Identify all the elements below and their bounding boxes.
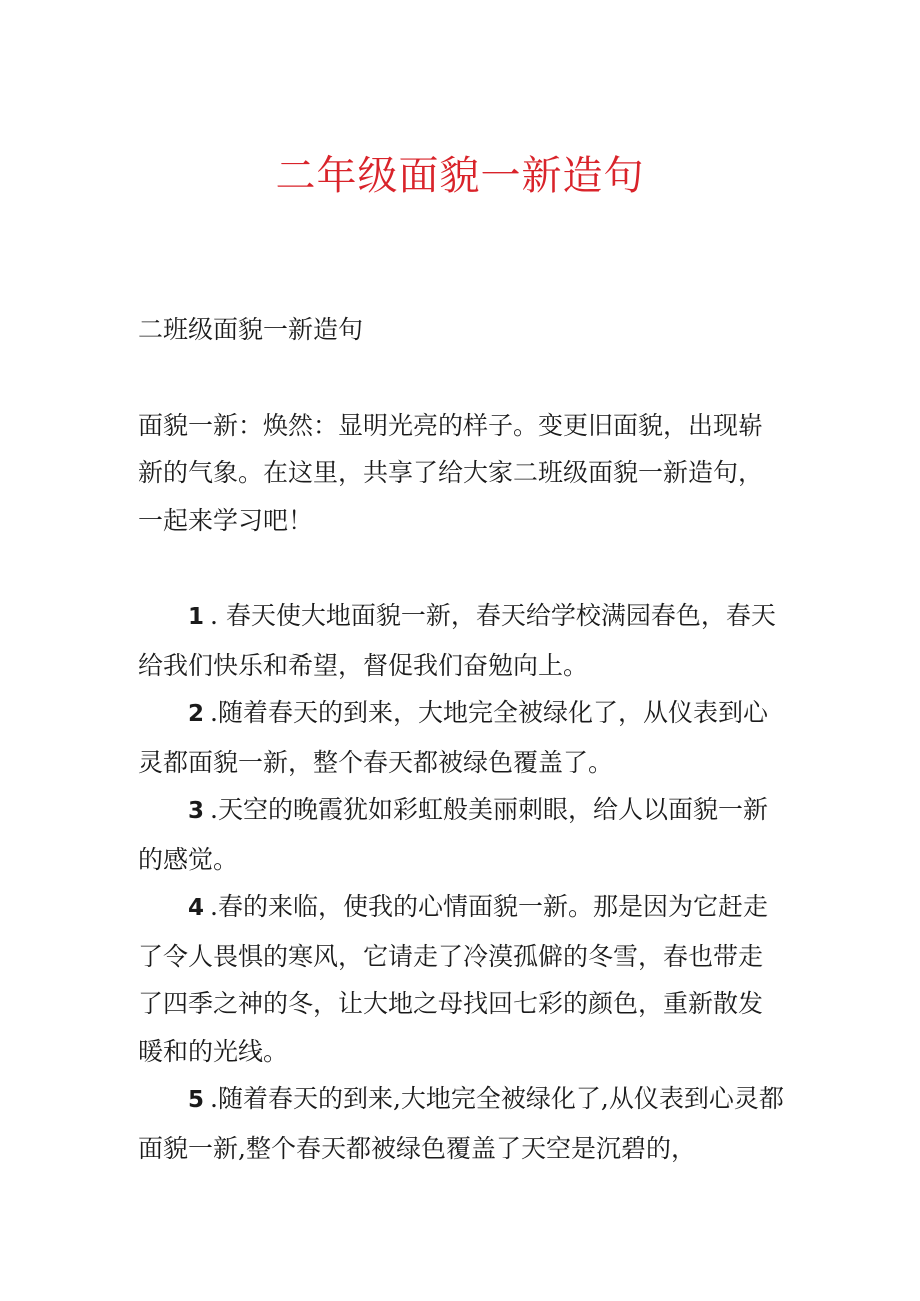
- item-text: .随着春天的到来,大地完全被绿化了,从仪表到心灵都面貌一新,整个春天都被绿色覆盖了天空是沉碧的，: [138, 1084, 784, 1163]
- item-text: .天空的晚霞犹如彩虹般美丽刺眼，给人以面貌一新的感觉。: [138, 795, 768, 874]
- list-item: [138, 689, 786, 786]
- intro-paragraph: 面貌一新：焕然：显明光亮的样子。变更旧面貌，出现崭新的气象。在这里，共享了给大家二班级面貌一新造句，一起来学习吧！: [138, 410, 764, 535]
- item-text: .春的来临，使我的心情面貌一新。那是因为它赶走了令人畏惧的寒风，它请走了冷漠孤僻的冬雪，春也带走了四季之神的冬，让大地之母找回七彩的颜色，重新散发暖和的光线。: [138, 892, 768, 1066]
- item-text: . 春天使大地面貌一新，春天给学校满园春色，春天给我们快乐和希望，督促我们奋勉向上。: [138, 601, 776, 680]
- item-number: 2: [188, 701, 205, 727]
- item-number: 3: [188, 798, 205, 824]
- list-item: [138, 786, 786, 883]
- item-number: 5: [188, 1087, 205, 1113]
- list-item: [138, 592, 786, 689]
- item-text: .随着春天的到来，大地完全被绿化了，从仪表到心灵都面貌一新，整个春天都被绿色覆盖了。: [138, 698, 768, 777]
- item-number: 1: [188, 604, 205, 630]
- list-item: [138, 883, 786, 1075]
- list-item: [138, 1075, 786, 1172]
- document-body: [138, 306, 786, 1172]
- document-subtitle: 二班级面貌一新造句: [138, 315, 364, 344]
- item-number: 4: [188, 895, 205, 921]
- document-title: 二年级面貌一新造句: [275, 153, 645, 199]
